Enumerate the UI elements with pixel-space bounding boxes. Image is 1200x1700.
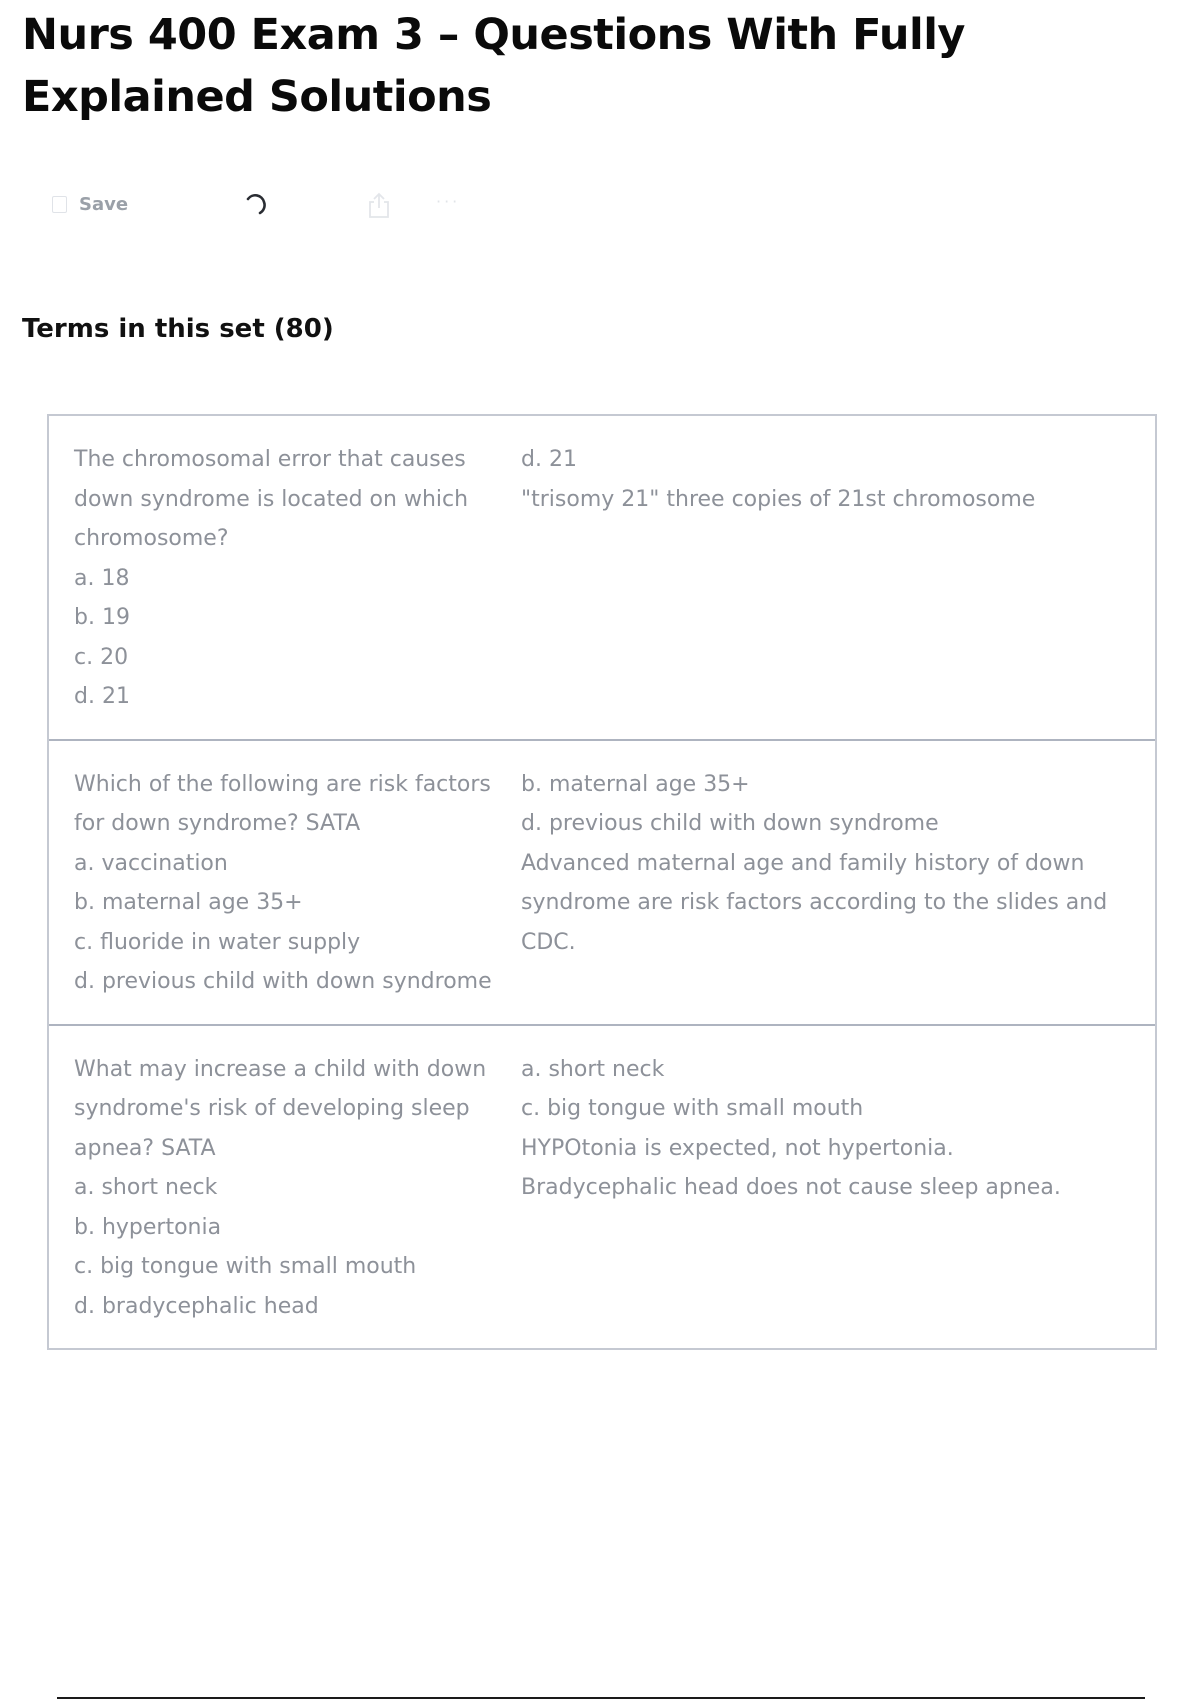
term-line: a. vaccination xyxy=(74,850,228,876)
card-definition xyxy=(521,765,1155,1002)
term-card xyxy=(49,416,1155,741)
term-line: c. 20 xyxy=(74,644,129,670)
term-line: Which of the following are risk factors xyxy=(74,771,491,797)
checkbox-icon xyxy=(52,196,67,213)
term-line: What may increase a child with down xyxy=(74,1056,487,1082)
card-definition xyxy=(521,1050,1155,1327)
term-line: b. 19 xyxy=(74,605,130,630)
definition-line: "trisomy 21" three copies of 21st chromosome xyxy=(521,486,1036,512)
share-icon[interactable] xyxy=(366,191,392,219)
definition-line: b. maternal age 35+ xyxy=(521,771,750,797)
term-card xyxy=(49,741,1155,1026)
term-line: apnea? SATA xyxy=(74,1135,216,1161)
definition-line: d. 21 xyxy=(521,447,577,472)
term-line: a. 18 xyxy=(74,565,130,591)
term-line: d. bradycephalic head xyxy=(74,1293,319,1319)
term-line: chromosome? xyxy=(74,526,229,551)
toolbar xyxy=(52,188,492,228)
save-label: Save xyxy=(79,194,129,215)
card-definition xyxy=(521,440,1155,717)
more-icon[interactable]: ··· xyxy=(436,192,461,211)
save-button[interactable] xyxy=(52,194,128,215)
definition-line: HYPOtonia is expected, not hypertonia. xyxy=(521,1135,954,1161)
term-line: c. big tongue with small mouth xyxy=(74,1254,417,1279)
definition-line: syndrome are risk factors according to the slides and xyxy=(521,890,1108,915)
term-line: down syndrome is located on which xyxy=(74,486,469,512)
term-line: The chromosomal error that causes xyxy=(74,447,466,472)
term-line: d. previous child with down syndrome xyxy=(74,969,492,994)
card-term xyxy=(49,1050,521,1327)
term-line: b. maternal age 35+ xyxy=(74,890,303,915)
definition-line: c. big tongue with small mouth xyxy=(521,1096,864,1121)
term-line: b. hypertonia xyxy=(74,1214,222,1240)
page-divider xyxy=(57,1697,1145,1699)
term-line: d. 21 xyxy=(74,684,130,709)
term-card xyxy=(49,1026,1155,1349)
term-card-list xyxy=(47,414,1157,1350)
term-line: a. short neck xyxy=(74,1175,218,1200)
definition-line: Bradycephalic head does not cause sleep apnea. xyxy=(521,1175,1061,1200)
spinner-icon xyxy=(244,192,270,218)
terms-heading: Terms in this set (80) xyxy=(22,314,334,344)
definition-line: CDC. xyxy=(521,929,576,955)
page-title: Nurs 400 Exam 3 – Questions With Fully Explained Solutions xyxy=(22,10,965,122)
term-line: c. fluoride in water supply xyxy=(74,929,361,955)
definition-line: d. previous child with down syndrome xyxy=(521,811,939,836)
term-line: for down syndrome? SATA xyxy=(74,811,361,836)
term-line: syndrome's risk of developing sleep xyxy=(74,1096,470,1121)
card-term xyxy=(49,440,521,717)
definition-line: a. short neck xyxy=(521,1056,665,1082)
card-term xyxy=(49,765,521,1002)
definition-line: Advanced maternal age and family history of down xyxy=(521,850,1085,876)
